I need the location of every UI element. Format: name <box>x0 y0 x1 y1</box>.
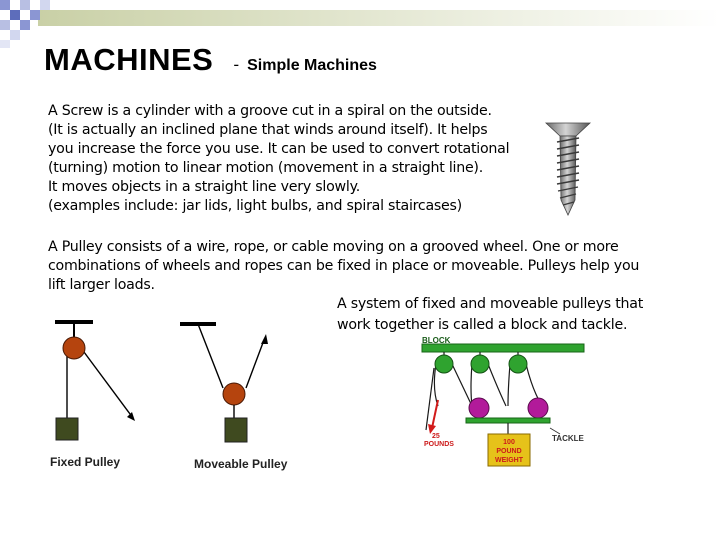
bt-block-label: BLOCK <box>422 336 451 345</box>
bt-pounds-label: POUNDS <box>424 441 454 448</box>
keyword-screw: Screw <box>61 103 104 119</box>
page-title: MACHINES <box>44 42 214 77</box>
bt-weight-label: WEIGHT <box>495 457 523 464</box>
screw-line-2: (It is actually an inclined plane that winds around itself). It helps <box>48 122 488 138</box>
keyword-pulley: Pulley <box>61 239 103 255</box>
page-subtitle: Simple Machines <box>247 57 377 74</box>
screw-description <box>48 102 509 216</box>
slide-header <box>44 42 377 78</box>
moveable-pulley-label: Moveable Pulley <box>194 457 288 471</box>
screw-line-5: It moves objects in a straight line very slowly. <box>48 179 360 195</box>
block-and-tackle-caption <box>337 294 643 336</box>
bt-line-1: A system of fixed and moveable pulleys that <box>337 296 644 312</box>
pulley-line-2: combinations of wheels and ropes can be fixed in place or moveable. Pulleys help you <box>48 258 640 274</box>
keyword-block-and-tackle: block and tackle <box>510 317 623 333</box>
screw-line-1: A Screw is a cylinder with a groove cut in a spiral on the outside. <box>48 103 492 119</box>
bt-100-label: 100 <box>503 439 515 446</box>
bt-25-label: 25 <box>432 433 440 440</box>
screw-line-4: (turning) motion to linear motion (movement in a straight line). <box>48 160 483 176</box>
header-decoration <box>0 0 720 48</box>
bt-tackle-label: TACKLE <box>552 434 584 443</box>
pulley-description <box>48 238 639 295</box>
block-and-tackle-diagram <box>412 334 592 474</box>
screw-line-6: (examples include: jar lids, light bulbs, and spiral staircases) <box>48 198 462 214</box>
screw-image <box>544 120 592 216</box>
bt-pound-label: POUND <box>496 448 522 455</box>
title-separator: - <box>233 55 240 74</box>
fixed-pulley-diagram <box>50 318 150 448</box>
moveable-pulley-diagram <box>178 318 278 448</box>
bt-line-2: work together is called a block and tackle. <box>337 317 628 333</box>
fixed-pulley-label: Fixed Pulley <box>50 455 121 469</box>
screw-line-3: you increase the force you use. It can be used to convert rotational <box>48 141 510 157</box>
pulley-line-1: A Pulley consists of a wire, rope, or cable moving on a grooved wheel. One or more <box>48 239 619 255</box>
pulley-line-3: lift larger loads. <box>48 277 155 293</box>
